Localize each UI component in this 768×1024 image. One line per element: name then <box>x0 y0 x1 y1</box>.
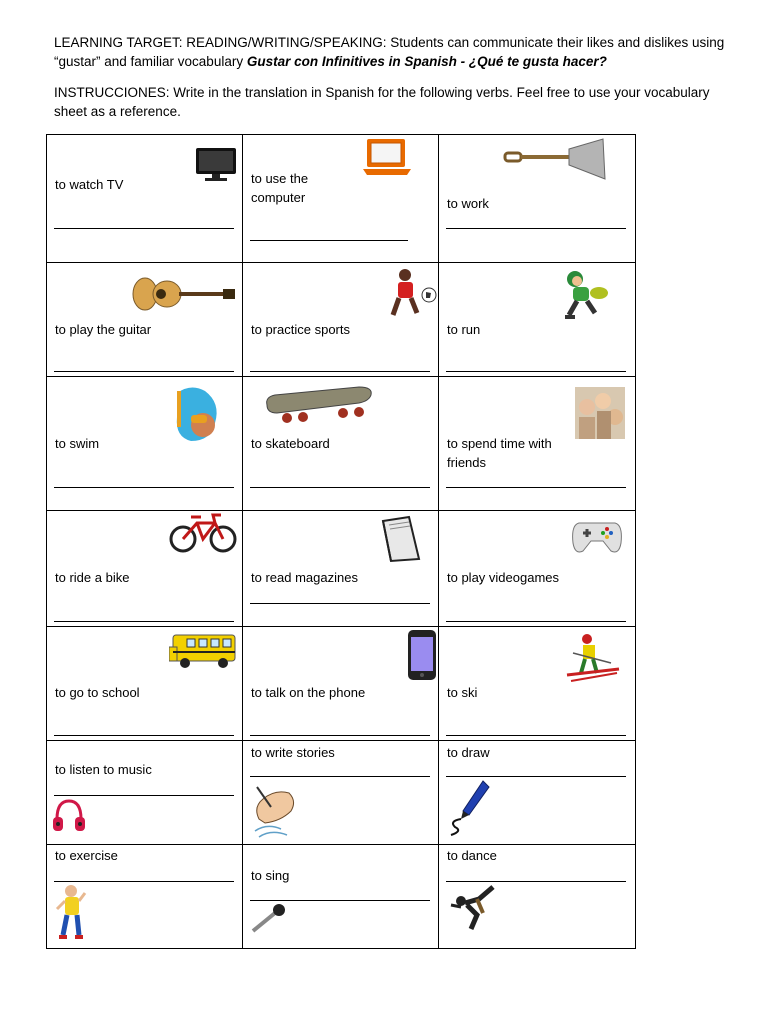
vocab-cell <box>439 845 636 949</box>
guitar-icon <box>131 273 237 313</box>
table-row <box>47 263 636 377</box>
answer-line[interactable] <box>250 487 430 488</box>
answer-line[interactable] <box>54 735 234 736</box>
table-row <box>47 741 636 845</box>
answer-line[interactable] <box>446 621 626 622</box>
learning-target-emphasis: Gustar con Infinitives in Spanish - ¿Qué te gusta hacer? <box>246 54 607 69</box>
vocab-label: to swim <box>55 436 100 451</box>
vocab-cell <box>243 377 439 511</box>
skateboard-icon <box>263 383 375 425</box>
skier-icon <box>563 633 621 685</box>
answer-line[interactable] <box>446 228 626 229</box>
vocab-cell <box>47 741 243 845</box>
vocab-label: to run <box>447 322 481 337</box>
vocab-cell <box>439 741 636 845</box>
vocab-cell <box>439 263 636 377</box>
vocab-label: to practice sports <box>251 322 350 337</box>
answer-line[interactable] <box>250 776 430 777</box>
game-controller-icon <box>571 517 623 555</box>
answer-line[interactable] <box>250 603 430 604</box>
answer-line[interactable] <box>54 371 234 372</box>
vocab-label: to play videogames <box>447 570 560 585</box>
vocab-cell <box>47 263 243 377</box>
vocab-cell <box>243 627 439 741</box>
tv-icon <box>195 147 237 183</box>
vocab-label: to draw <box>447 745 490 760</box>
vocab-cell <box>47 377 243 511</box>
vocab-label: to go to school <box>55 685 140 700</box>
shovel-icon <box>503 137 607 181</box>
school-bus-icon <box>169 631 237 669</box>
learning-target: LEARNING TARGET: READING/WRITING/SPEAKING: Students can communicate their likes and dislikes using “gustar” and familiar vocabulary Gustar con Infinitives in Spanish - ¿Qué te gusta hacer? <box>54 35 725 69</box>
answer-line[interactable] <box>54 621 234 622</box>
table-row <box>47 377 636 511</box>
vocab-cell <box>439 377 636 511</box>
table-row <box>47 511 636 627</box>
exercising-man-icon <box>55 883 87 945</box>
answer-line[interactable] <box>250 735 430 736</box>
vocab-cell <box>243 741 439 845</box>
answer-line[interactable] <box>54 881 234 882</box>
bicycle-icon <box>169 511 237 555</box>
answer-line[interactable] <box>446 776 626 777</box>
table-row <box>47 845 636 949</box>
microphone-icon <box>251 903 287 933</box>
answer-line[interactable] <box>54 487 234 488</box>
vocab-label: to talk on the phone <box>251 685 366 700</box>
vocab-label: to sing <box>251 868 290 883</box>
vocab-label: to read magazines <box>251 570 358 585</box>
vocab-label: to work <box>447 196 489 211</box>
vocab-cell <box>439 511 636 627</box>
answer-line[interactable] <box>250 240 408 241</box>
header <box>54 33 734 121</box>
vocab-label: to spend time with friends <box>447 436 552 470</box>
vocabulary-table <box>46 134 636 949</box>
vocab-cell <box>243 511 439 627</box>
vocab-label: to watch TV <box>55 177 124 192</box>
vocab-label: to ride a bike <box>55 570 130 585</box>
friends-photo-icon <box>575 387 625 439</box>
vocab-cell <box>47 845 243 949</box>
vocab-cell <box>47 511 243 627</box>
headphones-icon <box>53 799 85 833</box>
instructions: INSTRUCCIONES: Write in the translation in Spanish for the following verbs. Feel free to use your vocabulary sheet as a reference. <box>54 85 710 119</box>
answer-line[interactable] <box>54 795 234 796</box>
table-row <box>47 627 636 741</box>
snorkel-icon <box>171 383 223 445</box>
vocab-label: to ski <box>447 685 478 700</box>
vocab-cell <box>439 135 636 263</box>
vocab-cell <box>243 845 439 949</box>
vocab-label: to play the guitar <box>55 322 152 337</box>
smartphone-icon <box>407 629 437 681</box>
dancer-icon <box>447 883 497 933</box>
soccer-player-icon <box>387 267 437 321</box>
answer-line[interactable] <box>446 735 626 736</box>
answer-line[interactable] <box>446 371 626 372</box>
runner-icon <box>557 269 611 323</box>
magazine-icon <box>379 515 423 563</box>
table-row <box>47 135 636 263</box>
vocab-cell <box>47 135 243 263</box>
vocab-label: to dance <box>447 848 497 863</box>
writing-hand-icon <box>251 779 299 839</box>
vocab-cell <box>243 263 439 377</box>
vocab-label: to exercise <box>55 848 118 863</box>
laptop-icon <box>361 137 413 179</box>
answer-line[interactable] <box>446 881 626 882</box>
vocab-label: to listen to music <box>55 762 152 777</box>
answer-line[interactable] <box>250 371 430 372</box>
answer-line[interactable] <box>54 228 234 229</box>
vocab-label: to write stories <box>251 745 335 760</box>
vocab-cell <box>47 627 243 741</box>
pen-icon <box>447 779 491 837</box>
vocab-label: to use the computer <box>251 171 309 205</box>
vocab-label: to skateboard <box>251 436 330 451</box>
answer-line[interactable] <box>446 487 626 488</box>
vocab-cell <box>243 135 439 263</box>
answer-line[interactable] <box>250 900 430 901</box>
vocab-cell <box>439 627 636 741</box>
